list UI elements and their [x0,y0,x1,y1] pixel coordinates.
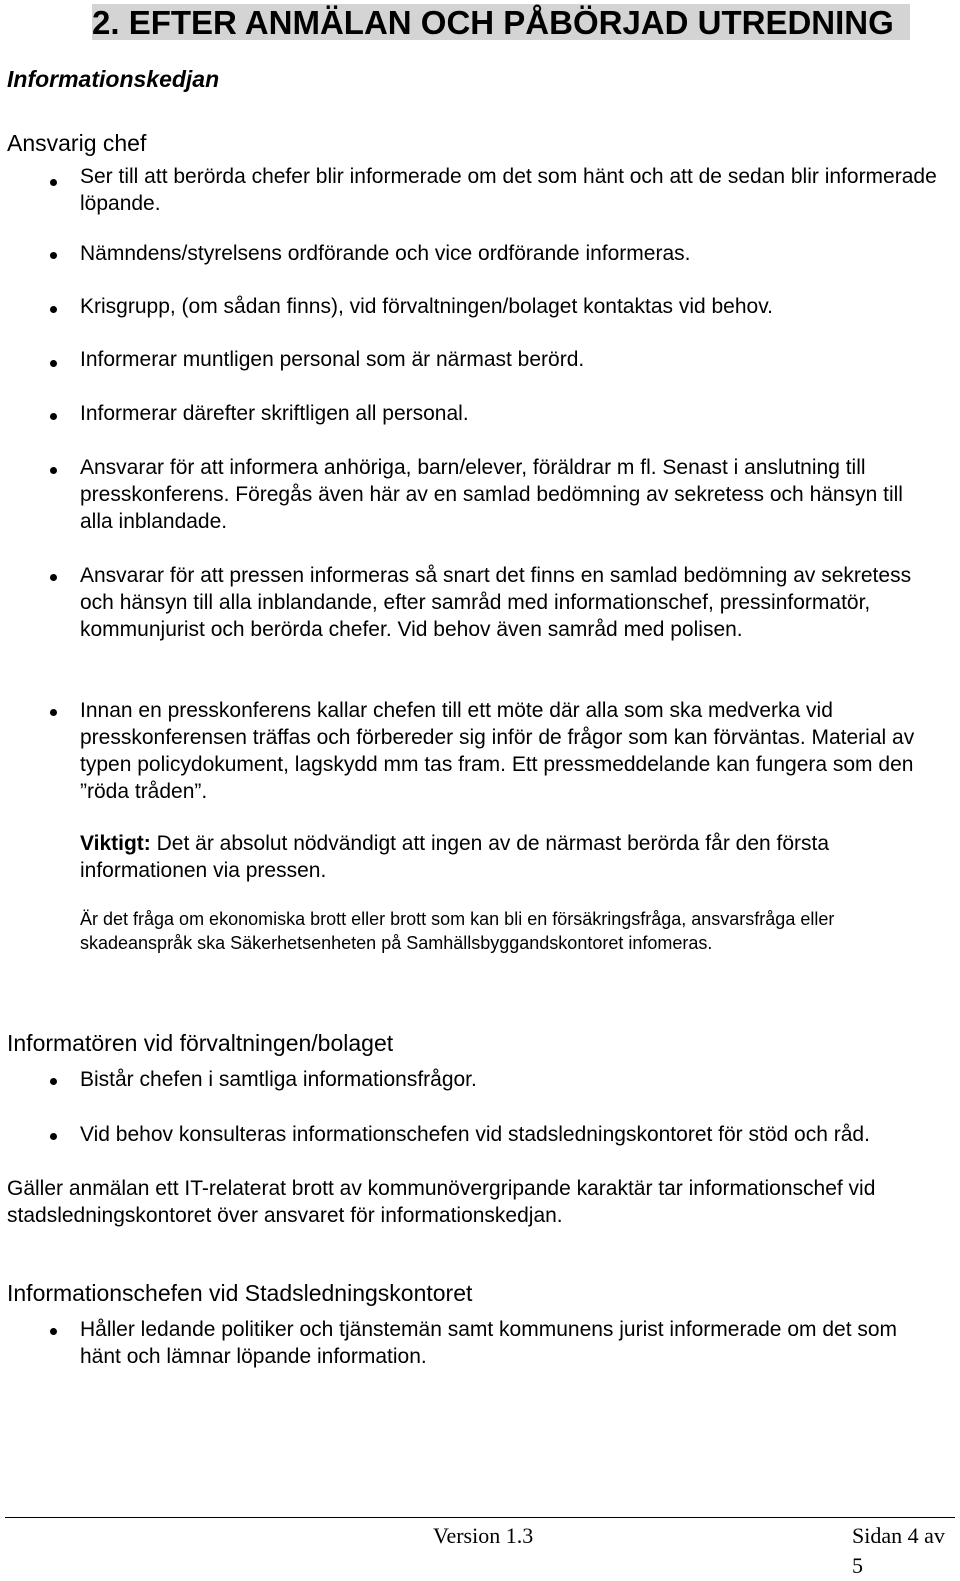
bullet-icon [50,1328,57,1335]
footer-divider [5,1517,955,1518]
list-item: Ansvarar för att informera anhöriga, barn/elever, föräldrar m fl. Senast i anslutning till presskonferens. Föregås även här av en samlad bedömning av sekretess och hänsyn till alla inblandade. [80,456,903,533]
list-item: Informerar muntligen personal som är närmast berörd. [80,348,585,371]
list-item: Ser till att berörda chefer blir informerade om det som hänt och att de sedan blir informerade löpande. [80,165,937,215]
heading-ansvarig-chef: Ansvarig chef [7,130,147,156]
list-item: Krisgrupp, (om sådan finns), vid förvaltningen/bolaget kontaktas vid behov. [80,295,773,318]
bullet-icon [50,709,57,716]
security-note: Är det fråga om ekonomiska brott eller brott som kan bli en försäkringsfråga, ansvarsfråga eller skadeanspråk ska Säkerhetsenheten på Samhällsbyggandskontoret infomeras. [80,909,835,953]
important-label: Viktigt: [80,832,151,855]
list-item: Nämndens/styrelsens ordförande och vice ordförande informeras. [80,242,691,265]
important-text: Det är absolut nödvändigt att ingen av de närmast berörda får den första informationen via pressen. [80,832,830,882]
list-item: Vid behov konsulteras informationschefen vid stadsledningskontoret för stöd och råd. [80,1123,870,1146]
bullet-icon [50,413,57,420]
bullet-icon [50,574,57,581]
heading-informatoren: Informatören vid förvaltningen/bolaget [7,1030,394,1056]
subtitle: Informationskedjan [7,66,220,92]
bullet-icon [50,360,57,367]
list-item: Informerar därefter skriftligen all personal. [80,402,469,425]
bullet-icon [50,1133,57,1140]
list-item: Bistår chefen i samtliga informationsfrågor. [80,1068,477,1091]
list-item: Innan en presskonferens kallar chefen till ett möte där alla som ska medverka vid presskonferensen träffas och förbereder sig inför de frågor som kan förväntas. Material av typen policydokument, lagskydd mm tas fram. Ett pressmeddelande kan fungera som den ”röda tråden”. [80,699,915,803]
heading-informationschefen: Informationschefen vid Stadsledningskontoret [7,1280,473,1306]
list-item: Håller ledande politiker och tjänstemän samt kommunens jurist informerade om det som hänt och lämnar löpande information. [80,1318,898,1368]
bullet-icon [50,1078,57,1085]
footer-page-number: Sidan 4 av 5 [852,1523,945,1578]
document-title: 2. EFTER ANMÄLAN OCH PÅBÖRJAD UTREDNING [92,4,910,40]
bullet-icon [50,252,57,259]
it-crime-paragraph: Gäller anmälan ett IT-relaterat brott av kommunövergripande karaktär tar informationschef vid stadsledningskontoret över ansvaret för informationskedjan. [7,1177,876,1227]
bullet-icon [50,179,57,186]
list-item: Ansvarar för att pressen informeras så snart det finns en samlad bedömning av sekretess och hänsyn till alla inblandande, efter samråd med informationschef, pressinformatör, kommunjurist och berörda chefer. Vid behov även samråd med polisen. [80,564,912,641]
bullet-icon [50,467,57,474]
important-note [80,830,940,884]
bullet-icon [50,306,57,313]
footer-version: Version 1.3 [433,1523,534,1548]
